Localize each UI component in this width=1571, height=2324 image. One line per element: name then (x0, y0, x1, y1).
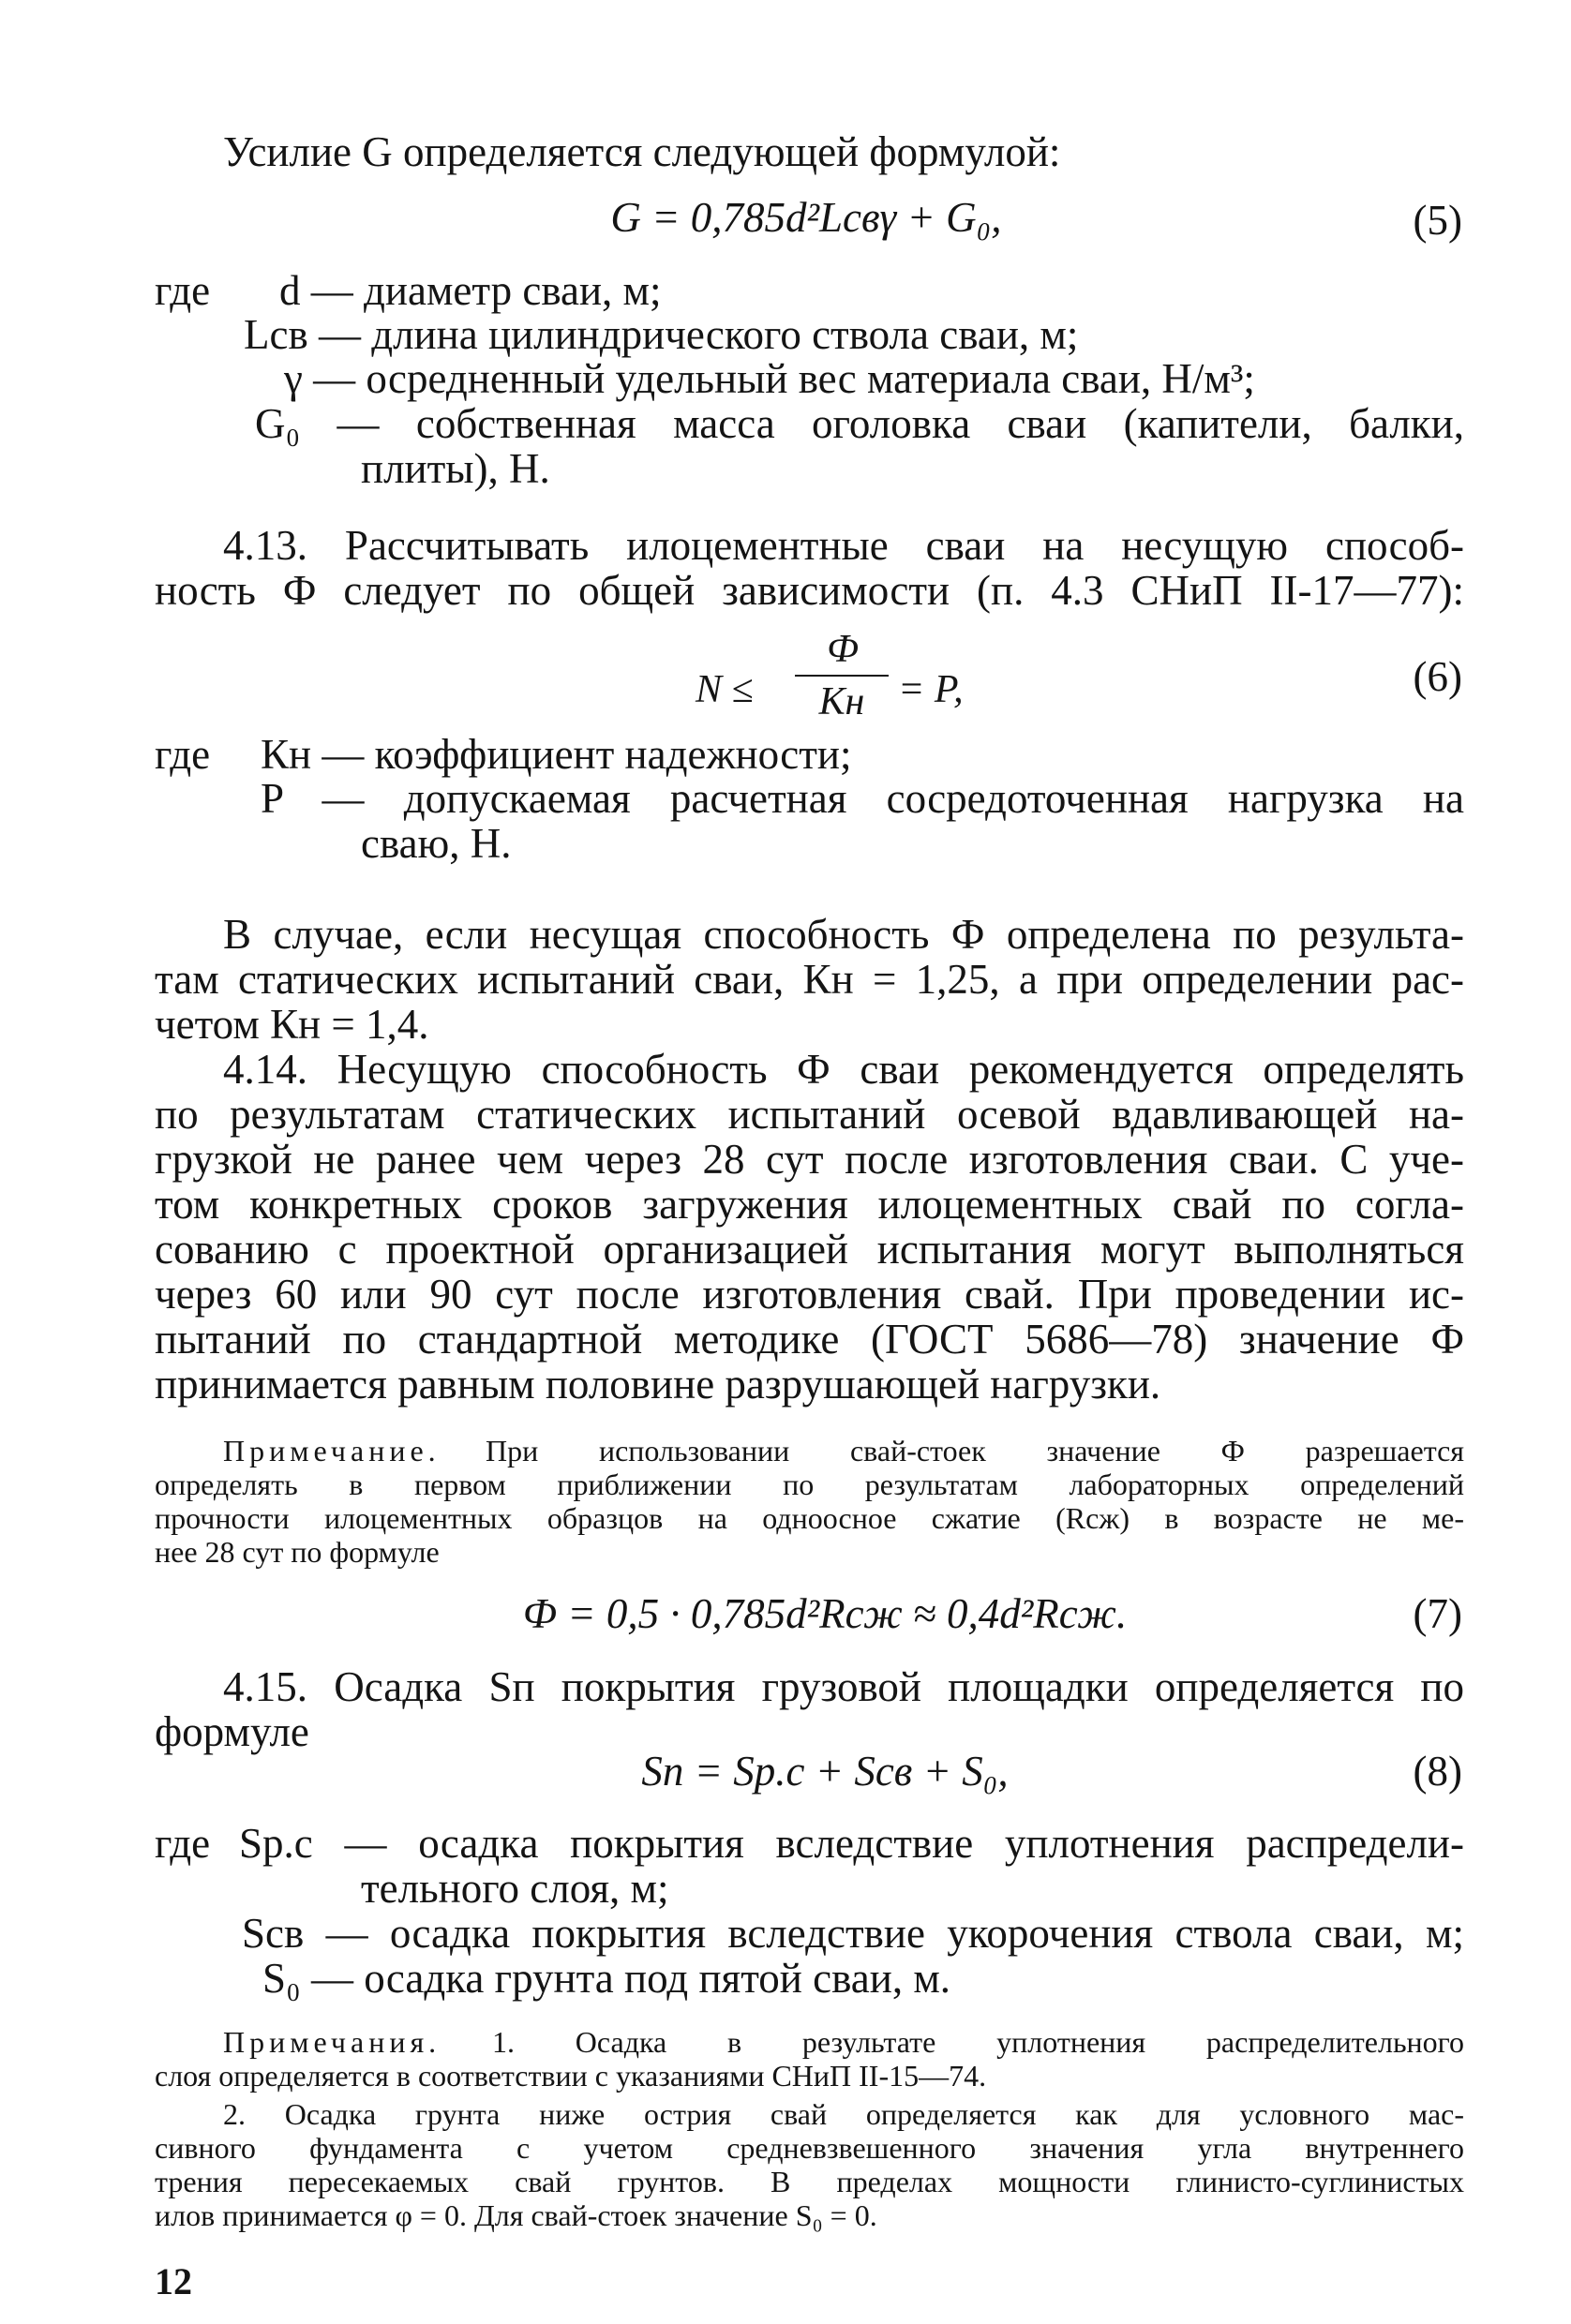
formula-5: G = 0,785d²Lсвγ + G₀, (610, 194, 1002, 241)
def-g0-cont: плиты), Н. (361, 445, 550, 492)
def-g0: G₀ — собственная масса оголовка сваи (капители, балки, (255, 400, 1464, 447)
note-1-line-1: При использовании свай-стоек значение Ф разрешается (486, 1434, 1464, 1467)
def-l: Lсв — длина цилиндрического ствола сваи, м; (244, 311, 1079, 358)
note-1-line-2: определять в первом приближении по результатам лабораторных определений (155, 1467, 1464, 1501)
p413-line-1: 4.13. Рассчитывать илоцементные сваи на несущую способ- (223, 522, 1464, 569)
note-1-line-4: нее 28 сут по формуле (155, 1535, 440, 1569)
def-gamma: γ — осредненный удельный вес материала сваи, Н/м³; (284, 355, 1255, 402)
formula-5-number: (5) (1413, 197, 1462, 244)
notes-2-item-2a: 2. Осадка грунта ниже острия свай определяется как для условного мас- (223, 2097, 1464, 2131)
def-s-rc-cont: тельного слоя, м; (361, 1865, 669, 1912)
p414-line-8: принимается равным половине разрушающей нагрузки. (155, 1361, 1161, 1408)
formula-6-number: (6) (1413, 653, 1462, 700)
notes-2-item-2d: илов принимается φ = 0. Для свай-стоек значение S₀ = 0. (155, 2198, 877, 2232)
p413-line-2: ность Ф следует по общей зависимости (п. 4.3 СНиП II-17—77): (155, 567, 1464, 614)
p414-line-5: сованию с проектной организацией испытания могут выполняться (155, 1226, 1464, 1273)
notes-2-item-2c: трения пересекаемых свай грунтов. В пределах мощности глинисто-суглинистых (155, 2165, 1464, 2198)
def-s0: S₀ — осадка грунта под пятой сваи, м. (262, 1955, 951, 2002)
p415-line-1: 4.15. Осадка Sп покрытия грузовой площадки определяется по (223, 1663, 1464, 1710)
where-label-6: где (155, 731, 211, 778)
where-label-5: где (155, 267, 211, 314)
notes-2-item-1b: слоя определяется в соответствии с указаниями СНиП II-15—74. (155, 2059, 987, 2093)
def-d: d — диаметр сваи, м; (279, 267, 662, 314)
fraction-bar (795, 675, 889, 677)
def-p-cont: сваю, Н. (361, 820, 512, 867)
p414-line-1: 4.14. Несущую способность Ф сваи рекомендуется определять (223, 1046, 1464, 1093)
def-s-sv: Sсв — осадка покрытия вследствие укорочения ствола сваи, м; (242, 1910, 1464, 1957)
p415-line-2: формуле (155, 1708, 309, 1755)
p414-line-2: по результатам статических испытаний осевой вдавливающей на- (155, 1091, 1464, 1138)
where-label-8: где (155, 1820, 211, 1867)
p414-line-6: через 60 или 90 сут после изготовления свай. При проведении ис- (155, 1271, 1464, 1318)
def-s-rc: Sр.с — осадка покрытия вследствие уплотнения распредели- (239, 1820, 1464, 1867)
formula-8-number: (8) (1413, 1748, 1462, 1795)
notes-2-item-1a: 1. Осадка в результате уплотнения распределительного (492, 2025, 1464, 2059)
formula-7-number: (7) (1413, 1590, 1462, 1637)
formula-7: Ф = 0,5 · 0,785d²Rсж ≈ 0,4d²Rсж. (522, 1590, 1128, 1637)
case-line-2: там статических испытаний сваи, Кн = 1,25, а при определении рас- (155, 956, 1464, 1003)
note-1-line-3: прочности илоцементных образцов на одноосное сжатие (Rсж) в возрасте не ме- (155, 1501, 1464, 1535)
def-p: P — допускаемая расчетная сосредоточенная нагрузка на (261, 775, 1464, 822)
case-line-1: В случае, если несущая способность Ф определена по результа- (223, 911, 1464, 958)
page-number: 12 (155, 2260, 192, 2302)
p414-line-3: грузкой не ранее чем через 28 сут после изготовления сваи. С уче- (155, 1136, 1464, 1183)
formula-6-left: N ≤ (696, 668, 754, 711)
case-line-3: четом Кн = 1,4. (155, 1001, 429, 1048)
formula-6-right: = P, (898, 668, 964, 711)
formula-6-numerator: Ф (827, 628, 859, 671)
def-k: Кн — коэффициент надежности; (261, 731, 852, 778)
formula-8: Sп = Sр.с + Sсв + S₀, (641, 1748, 1009, 1795)
note-1-label: Примечание. (223, 1434, 441, 1467)
intro-text: Усилие G определяется следующей формулой: (223, 128, 1061, 175)
p414-line-4: том конкретных сроков загружения илоцементных свай по согла- (155, 1181, 1464, 1228)
formula-6-denominator: Кн (818, 680, 865, 723)
notes-2-label: Примечания. (223, 2025, 441, 2059)
notes-2-item-2b: сивного фундамента с учетом средневзвешенного значения угла внутреннего (155, 2131, 1464, 2165)
p414-line-7: пытаний по стандартной методике (ГОСТ 5686—78) значение Ф (155, 1316, 1464, 1363)
